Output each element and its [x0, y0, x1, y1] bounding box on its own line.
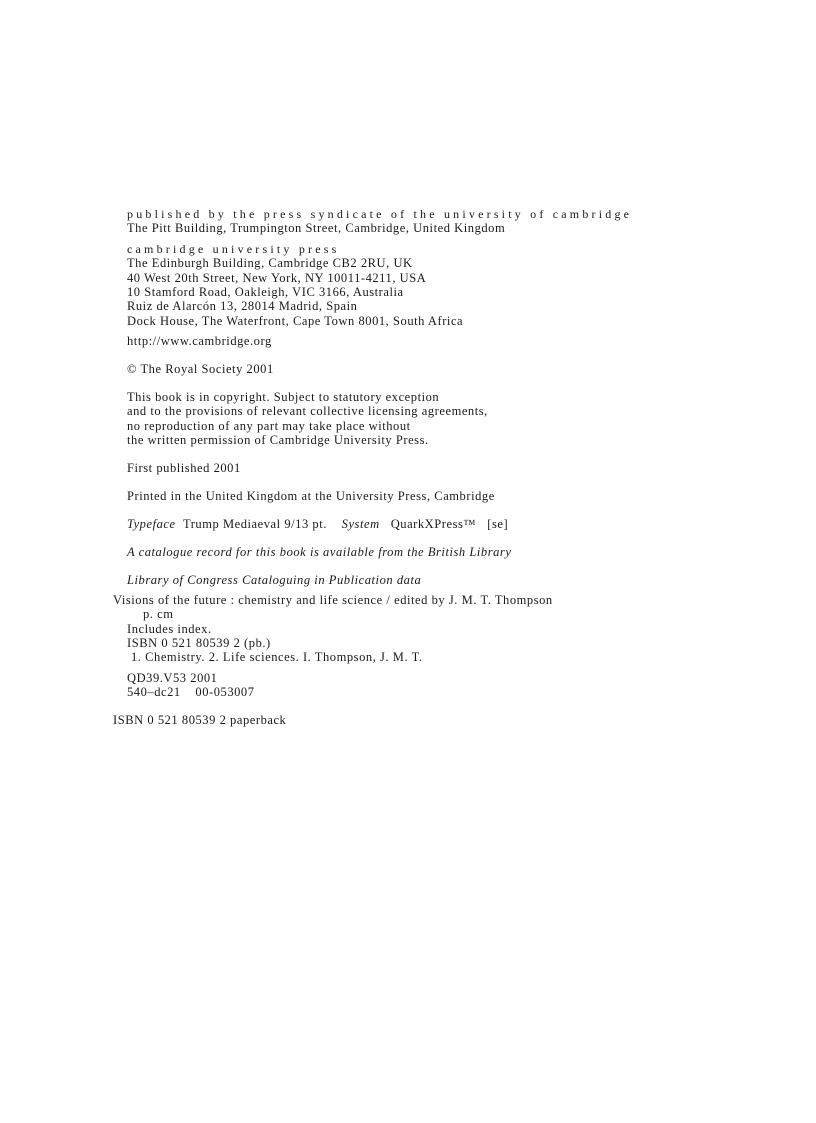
cip-classification: QD39.V53 2001 — [127, 670, 218, 685]
press-address-line: Ruiz de Alarcón 13, 28014 Madrid, Spain — [127, 299, 358, 314]
copyright-notice-line: This book is in copyright. Subject to statutory exception — [127, 389, 440, 404]
publisher-heading: published by the press syndicate of the university of cambridge — [127, 207, 633, 221]
system-value: QuarkXPress™ — [390, 516, 477, 531]
press-address-line: The Edinburgh Building, Cambridge CB2 2RU, UK — [127, 256, 413, 271]
cip-includes: Includes index. — [127, 621, 212, 636]
cip-isbn: ISBN 0 521 80539 2 (pb.) — [127, 636, 271, 651]
copyright-line: © The Royal Society 2001 — [127, 362, 274, 377]
press-heading: cambridge university press — [127, 241, 340, 256]
typeface-line — [127, 517, 787, 531]
copyright-notice-line: the written permission of Cambridge University Press. — [127, 433, 429, 448]
cip-pages: p. cm — [143, 607, 174, 622]
copyright-page — [113, 207, 787, 728]
cip-dewey-line — [113, 685, 787, 699]
first-published: First published 2001 — [127, 460, 241, 475]
printed-in: Printed in the United Kingdom at the University Press, Cambridge — [127, 488, 495, 503]
system-code: [se] — [487, 516, 509, 531]
press-address-line: 40 West 20th Street, New York, NY 10011-4211, USA — [127, 270, 427, 285]
press-address-line: Dock House, The Waterfront, Cape Town 8001, South Africa — [127, 313, 464, 328]
loc-heading: Library of Congress Cataloguing in Publication data — [127, 572, 422, 587]
press-url: http://www.cambridge.org — [127, 334, 272, 349]
system-label: System — [341, 516, 380, 531]
typeface-label: Typeface — [127, 516, 176, 531]
cip-title: Visions of the future : chemistry and life science / edited by J. M. T. Thompson — [113, 592, 553, 607]
cip-dewey: 540–dc21 — [127, 685, 181, 700]
press-address-line: 10 Stamford Road, Oakleigh, VIC 3166, Australia — [127, 284, 404, 299]
publisher-address: The Pitt Building, Trumpington Street, Cambridge, United Kingdom — [127, 221, 506, 236]
copyright-notice-line: and to the provisions of relevant collective licensing agreements, — [127, 404, 488, 419]
typeface-value: Trump Mediaeval 9/13 pt. — [182, 516, 327, 531]
cip-lccn: 00-053007 — [195, 685, 255, 700]
catalogue-record: A catalogue record for this book is available from the British Library — [127, 544, 512, 559]
cip-subjects: 1. Chemistry. 2. Life sciences. I. Thompson, J. M. T. — [131, 650, 423, 665]
cip-block — [113, 593, 787, 728]
isbn-paperback: ISBN 0 521 80539 2 paperback — [113, 713, 287, 728]
copyright-notice-line: no reproduction of any part may take place without — [127, 418, 411, 433]
